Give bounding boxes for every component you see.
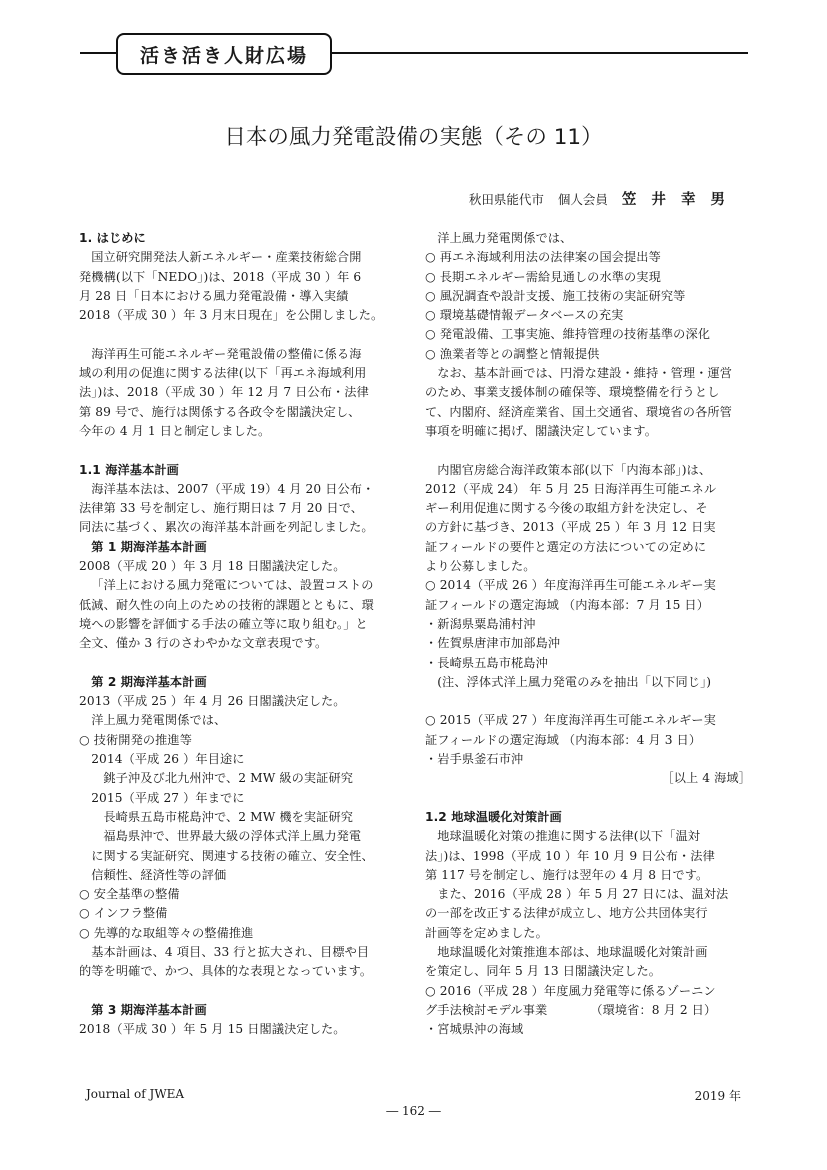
paragraph-line: のため、事業支援体制の確保等、環境整備を行うとし bbox=[425, 385, 720, 400]
author-line bbox=[469, 188, 730, 209]
list-item: 証フィールドの選定海域 （内海本部：4 月 3 日） bbox=[425, 732, 702, 747]
note-line: (注、浮体式洋上風力発電のみを抽出「以下同じ」) bbox=[437, 674, 712, 689]
paragraph-line: 2013（平成 25 ）年 4 月 26 日閣議決定した。 bbox=[79, 694, 346, 709]
list-item: ○ 再エネ海域利用法の法律案の国会提出等 bbox=[425, 250, 661, 265]
paragraph-line: 「洋上における風力発電については、設置コストの bbox=[91, 578, 374, 593]
paragraph-line: 国立研究開発法人新エネルギー・産業技術総合開 bbox=[91, 250, 362, 265]
summary-note: ［以上 4 海域］ bbox=[661, 771, 751, 786]
paragraph-line: ギー利用促進に関する今後の取組方針を決定し、そ bbox=[425, 501, 708, 516]
paragraph-line: 的等を明確で、かつ、具体的な表現となっています。 bbox=[79, 964, 373, 979]
paragraph-line: 全文、僅か 3 行のさわやかな文章表現です。 bbox=[79, 636, 328, 651]
paragraph-line: 内閣官房総合海洋政策本部(以下「内海本部」)は、 bbox=[437, 462, 712, 477]
left-column bbox=[79, 229, 402, 1039]
list-item: ○ 2015（平成 27 ）年度海洋再生可能エネルギー実 bbox=[425, 713, 716, 728]
paragraph-line: 海洋再生可能エネルギー発電設備の整備に係る海 bbox=[91, 346, 362, 361]
paragraph-line: 洋上風力発電関係では、 bbox=[91, 713, 227, 728]
list-item: 長崎県五島市椛島沖で、2 MW 機を実証研究 bbox=[103, 809, 354, 824]
paragraph-line: 域の利用の促進に関する法律(以下「再エネ海域利用 bbox=[79, 366, 367, 381]
paragraph-line: 第 117 号を制定し、施行は翌年の 4 月 8 日です。 bbox=[425, 867, 709, 882]
paragraph-line: 地球温暖化対策推進本部は、地球温暖化対策計画 bbox=[437, 944, 708, 959]
paragraph-line: 2018（平成 30 ）年 3 月末日現在」を公開しました。 bbox=[79, 308, 384, 323]
author-affiliation: 秋田県能代市 bbox=[468, 192, 544, 207]
header-rule-right bbox=[326, 52, 748, 54]
list-item: ・新潟県粟島浦村沖 bbox=[425, 616, 536, 631]
author-name: 笠 井 幸 男 bbox=[621, 192, 730, 208]
subsection-heading: 第 3 期海洋基本計画 bbox=[91, 1002, 207, 1017]
paragraph-line: 低減、耐久性の向上のための技術的課題とともに、環 bbox=[79, 597, 374, 612]
paragraph-line: 2018（平成 30 ）年 5 月 15 日閣議決定した。 bbox=[79, 1022, 346, 1037]
paragraph-line: 証フィールドの要件と選定の方法についての定めに bbox=[425, 539, 707, 554]
paragraph-line: 発機構(以下「NEDO」)は、2018（平成 30 ）年 6 bbox=[79, 269, 362, 284]
paragraph-line: 月 28 日「日本における風力発電設備・導入実績 bbox=[79, 288, 349, 303]
article-title: 日本の風力発電設備の実態（その 11） bbox=[224, 125, 603, 150]
list-item: ・宮城県沖の海域 bbox=[425, 1022, 524, 1037]
list-item: 信頼性、経済性等の評価 bbox=[91, 867, 227, 882]
section-heading: 1.1 海洋基本計画 bbox=[79, 462, 179, 477]
paragraph-line: の方針に基づき、2013（平成 25 ）年 3 月 12 日実 bbox=[425, 520, 716, 535]
publication-year: 2019 年 bbox=[694, 1089, 741, 1103]
paragraph-line: 基本計画は、4 項目、33 行と拡大され、目標や目 bbox=[91, 944, 370, 959]
paragraph-line: 境への影響を評価する手法の確立等に取り組む。」と bbox=[79, 616, 368, 631]
list-item: グ手法検討モデル事業 （環境省：8 月 2 日） bbox=[425, 1002, 717, 1017]
paragraph-line: の一部を改正する法律が成立し、地方公共団体実行 bbox=[425, 906, 708, 921]
paragraph-line: 洋上風力発電関係では、 bbox=[437, 231, 573, 245]
paragraph-line: 同法に基づく、累次の海洋基本計画を列記しました。 bbox=[79, 520, 374, 535]
list-item: 福島県沖で、世界最大級の浮体式洋上風力発電 bbox=[103, 829, 362, 844]
paragraph-line: て、内閣府、経済産業省、国土交通省、環境省の各所管 bbox=[425, 404, 732, 419]
list-item: 銚子沖及び北九州沖で、2 MW 級の実証研究 bbox=[103, 771, 354, 786]
section-heading: 1. はじめに bbox=[79, 231, 146, 245]
list-item: 2015（平成 27 ）年までに bbox=[91, 790, 245, 805]
paragraph-line: を策定し、同年 5 月 13 日閣議決定した。 bbox=[425, 964, 662, 979]
paragraph-line: 今年の 4 月 1 日と制定しました。 bbox=[79, 423, 271, 438]
subsection-heading: 第 2 期海洋基本計画 bbox=[91, 674, 207, 689]
list-item: ○ 長期エネルギー需給見通しの水準の実現 bbox=[425, 269, 661, 284]
list-item: ○ 先導的な取組等々の整備推進 bbox=[79, 925, 254, 940]
right-column bbox=[425, 229, 751, 1039]
paragraph-line: 第 89 号で、施行は関係する各政令を閣議決定し、 bbox=[79, 404, 361, 419]
list-item: ○ 漁業者等との調整と情報提供 bbox=[425, 346, 600, 361]
author-membership: 個人会員 bbox=[557, 192, 608, 207]
list-item: ○ 発電設備、工事実施、維持管理の技術基準の深化 bbox=[425, 327, 711, 342]
header-rule-left bbox=[80, 52, 120, 54]
paragraph-line: 計画等を定めました。 bbox=[425, 925, 548, 940]
list-item: ・佐賀県唐津市加部島沖 bbox=[425, 636, 561, 651]
subsection-heading: 第 1 期海洋基本計画 bbox=[91, 539, 207, 554]
paragraph-line: 地球温暖化対策の推進に関する法律(以下「温対 bbox=[437, 829, 701, 844]
paragraph-line: 事項を明確に掲げ、閣議決定しています。 bbox=[425, 423, 657, 438]
list-item: ○ 技術開発の推進等 bbox=[79, 732, 193, 747]
list-item: 2014（平成 26 ）年目途に bbox=[91, 752, 245, 767]
paragraph-line: 2012（平成 24） 年 5 月 25 日海洋再生可能エネル bbox=[425, 481, 717, 496]
list-item: ・長崎県五島市椛島沖 bbox=[425, 655, 548, 670]
list-item: ・岩手県釜石市沖 bbox=[425, 752, 524, 767]
paragraph-line: 法」)は、1998（平成 10 ）年 10 月 9 日公布・法律 bbox=[425, 848, 715, 863]
list-item: に関する実証研究、関連する技術の確立、安全性、 bbox=[91, 848, 374, 863]
page-number: ― 162 ― bbox=[386, 1104, 441, 1118]
list-item: ○ 2014（平成 26 ）年度海洋再生可能エネルギー実 bbox=[425, 578, 716, 593]
section-badge: 活き活き人財広場 bbox=[116, 33, 332, 75]
paragraph-line: 法」)は、2018（平成 30 ）年 12 月 7 日公布・法律 bbox=[79, 385, 369, 400]
paragraph-line: 2008（平成 20 ）年 3 月 18 日閣議決定した。 bbox=[79, 559, 346, 574]
paragraph-line: また、2016（平成 28 ）年 5 月 27 日には、温対法 bbox=[437, 887, 729, 902]
paragraph-line: なお、基本計画では、円滑な建設・維持・管理・運営 bbox=[437, 366, 733, 381]
paragraph-line: 法律第 33 号を制定し、施行期日は 7 月 20 日で、 bbox=[79, 501, 364, 516]
list-item: ○ 風況調査や設計支援、施工技術の実証研究等 bbox=[425, 288, 686, 303]
list-item: ○ 環境基礎情報データベースの充実 bbox=[425, 308, 624, 323]
list-item: 証フィールドの選定海域 （内海本部：7 月 15 日） bbox=[425, 597, 709, 612]
list-item: ○ 安全基準の整備 bbox=[79, 887, 180, 902]
section-heading: 1.2 地球温暖化対策計画 bbox=[425, 809, 562, 824]
journal-name: Journal of JWEA bbox=[86, 1087, 185, 1101]
paragraph-line: より公募しました。 bbox=[425, 559, 536, 574]
list-item: ○ インフラ整備 bbox=[79, 906, 168, 921]
paragraph-line: 海洋基本法は、2007（平成 19）4 月 20 日公布・ bbox=[91, 481, 375, 496]
list-item: ○ 2016（平成 28 ）年度風力発電等に係るゾーニン bbox=[425, 983, 716, 998]
